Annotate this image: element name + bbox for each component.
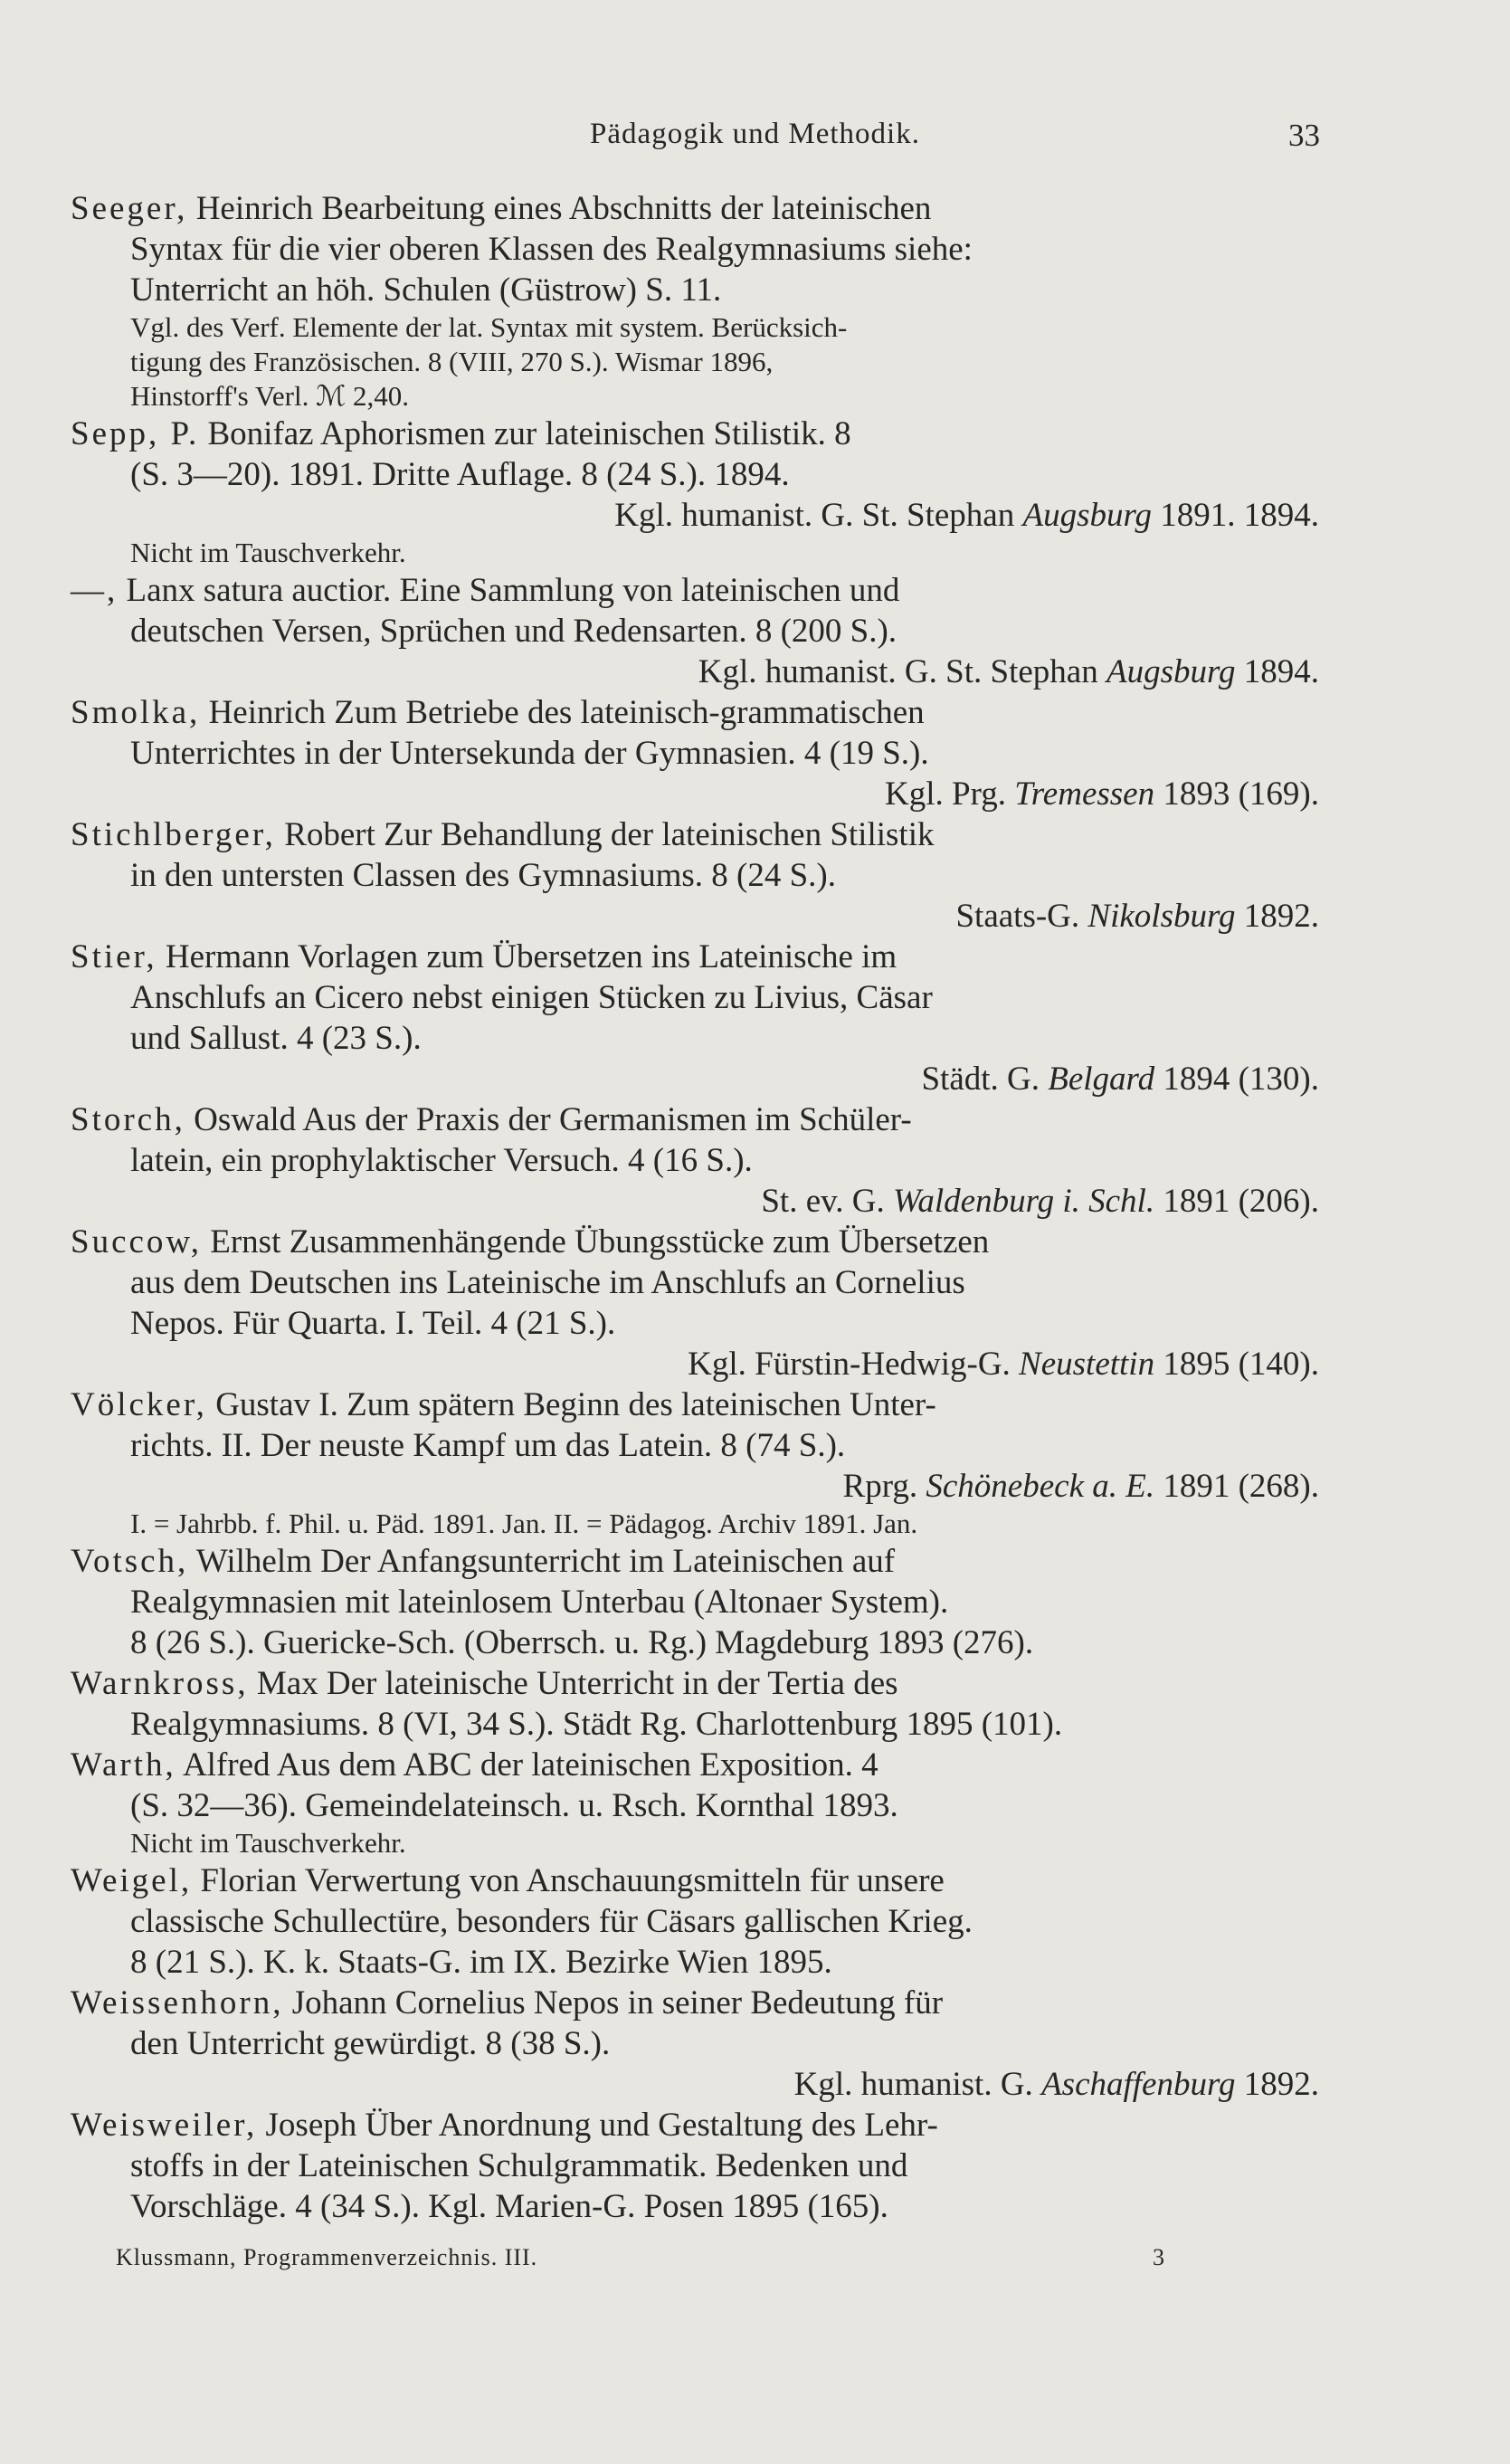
entry-year: 1891 (268).: [1154, 1468, 1319, 1505]
entry-year: 1894 (130).: [1154, 1061, 1319, 1098]
entry-city: Tremessen: [1014, 775, 1155, 813]
entry-school: Kgl. Fürstin-Hedwig-G.: [688, 1346, 1020, 1383]
entry-author: Weissenhorn,: [71, 1984, 284, 2022]
entry-line: stoffs in der Lateinischen Schulgrammatik. Bedenken und: [130, 2147, 908, 2184]
entry-line: [71, 692, 1319, 733]
page-title: Pädagogik und Methodik.: [590, 118, 920, 150]
bibliography-entry: [71, 2105, 1319, 2227]
entry-line: [71, 1222, 1319, 1262]
entry-given-name: Max: [256, 1665, 318, 1702]
entry-school: Kgl. humanist. G. St. Stephan: [614, 497, 1023, 534]
entry-given-name: Florian: [200, 1862, 298, 1899]
entry-given-name: Heinrich: [208, 694, 327, 731]
entry-school: Städt. G.: [921, 1061, 1049, 1098]
entry-year: 1892.: [1235, 898, 1319, 935]
entry-location: [71, 2064, 1319, 2105]
bibliography-entry: [71, 1384, 1319, 1541]
entry-line: richts. II. Der neuste Kampf um das Latein. 8 (74 S.).: [130, 1427, 846, 1464]
entry-year: 1891. 1894.: [1152, 497, 1319, 534]
entry-given-name: Heinrich: [195, 190, 314, 227]
entry-line: Syntax für die vier oberen Klassen des Realgymnasiums siehe:: [130, 231, 973, 268]
entry-author: —,: [71, 572, 119, 609]
entry-line: 8 (26 S.). Guericke-Sch. (Oberrsch. u. Rg.) Magdeburg 1893 (276).: [130, 1624, 1034, 1661]
entry-author: Warnkross,: [71, 1665, 249, 1702]
bibliography-entry: [71, 1541, 1319, 1663]
entry-author: Smolka,: [71, 694, 201, 731]
entry-line: den Unterricht gewürdigt. 8 (38 S.).: [130, 2025, 611, 2062]
bibliography-entry: [71, 1222, 1319, 1384]
entry-text: Aus dem ABC der lateinischen Exposition. 4: [276, 1746, 878, 1784]
bibliography-entry: [71, 414, 1319, 570]
entry-line: [71, 1983, 1319, 2023]
bibliography-entry: [71, 1860, 1319, 1983]
entry-line: Vorschläge. 4 (34 S.). Kgl. Marien-G. Posen 1895 (165).: [130, 2188, 888, 2225]
entry-text: Aus der Praxis der Germanismen im Schüler-: [302, 1101, 912, 1138]
entry-note: Hinstorff's Verl. ℳ 2,40.: [130, 380, 409, 412]
entry-line: [71, 2105, 1319, 2145]
entry-city: Aschaffenburg: [1041, 2066, 1236, 2103]
page-number: 33: [1288, 118, 1320, 153]
footer: [116, 2244, 1165, 2271]
entry-line: in den untersten Classen des Gymnasiums. 8 (24 S.).: [130, 857, 836, 894]
entry-given-name: Robert: [284, 816, 375, 853]
entry-line: Anschlufs an Cicero nebst einigen Stücken zu Livius, Cäsar: [130, 979, 933, 1016]
entry-year: 1895 (140).: [1154, 1346, 1319, 1383]
entry-school: Rprg.: [842, 1468, 926, 1505]
entry-line: und Sallust. 4 (23 S.).: [130, 1020, 422, 1057]
entry-city: Nikolsburg: [1087, 898, 1236, 935]
running-header: [0, 109, 1510, 163]
entry-text: Zusammenhängende Übungsstücke zum Übersetzen: [289, 1223, 990, 1261]
entry-line: classische Schullectüre, besonders für Cäsars gallischen Krieg.: [130, 1903, 973, 1940]
entry-city: Belgard: [1048, 1061, 1155, 1098]
entry-line: [71, 414, 1319, 454]
entry-given-name: Oswald: [194, 1101, 297, 1138]
entry-city: Neustettin: [1019, 1346, 1155, 1383]
entry-year: 1893 (169).: [1154, 775, 1319, 813]
bibliography-entry: [71, 570, 1319, 692]
entry-city: Schönebeck a. E.: [926, 1468, 1155, 1505]
entry-school: Staats-G.: [955, 898, 1088, 935]
entry-line: Unterricht an höh. Schulen (Güstrow) S. 11.: [130, 271, 722, 309]
entry-line: [71, 570, 1319, 611]
entry-author: Seeger,: [71, 190, 188, 227]
entry-text: Bearbeitung eines Abschnitts der lateinischen: [321, 190, 932, 227]
entry-line: [71, 937, 1319, 977]
entry-line: 8 (21 S.). K. k. Staats-G. im IX. Bezirke Wien 1895.: [130, 1944, 832, 1981]
entry-year: 1892.: [1235, 2066, 1319, 2103]
entry-location: [71, 1059, 1319, 1099]
entry-location: [71, 774, 1319, 814]
entry-text: Zum Betriebe des lateinisch-grammatischen: [334, 694, 925, 731]
entry-line: deutschen Versen, Sprüchen und Redensarten. 8 (200 S.).: [130, 613, 897, 650]
entry-line: [71, 1384, 1319, 1425]
bibliography-entry: [71, 814, 1319, 937]
entry-school: Kgl. humanist. G. St. Stephan: [698, 653, 1106, 690]
entry-year: 1894.: [1235, 653, 1319, 690]
entry-location: [71, 652, 1319, 692]
entry-text: Aphorismen zur lateinischen Stilistik. 8: [319, 415, 851, 452]
entry-text: Cornelius Nepos in seiner Bedeutung für: [394, 1984, 944, 2022]
bibliography-entry: [71, 188, 1319, 414]
entry-line: [71, 1663, 1319, 1704]
entry-text: Verwertung von Anschauungsmitteln für unsere: [304, 1862, 945, 1899]
entry-location: [71, 1466, 1319, 1507]
entry-line: (S. 3—20). 1891. Dritte Auflage. 8 (24 S.). 1894.: [130, 456, 790, 493]
entry-line: [71, 188, 1319, 229]
entry-line: Unterrichtes in der Untersekunda der Gymnasien. 4 (19 S.).: [130, 735, 929, 772]
entry-line: latein, ein prophylaktischer Versuch. 4 (16 S.).: [130, 1142, 753, 1179]
bibliography-list: [71, 188, 1319, 2227]
entry-text: Zur Behandlung der lateinischen Stilistik: [384, 816, 935, 853]
bibliography-entry: [71, 1983, 1319, 2105]
entry-given-name: Alfred: [182, 1746, 271, 1784]
entry-line: Realgymnasiums. 8 (VI, 34 S.). Städt Rg. Charlottenburg 1895 (101).: [130, 1706, 1063, 1743]
entry-author: Storch,: [71, 1101, 185, 1138]
entry-line: [71, 814, 1319, 855]
entry-author: Weigel,: [71, 1862, 193, 1899]
entry-location: [71, 1344, 1319, 1384]
entry-note: Vgl. des Verf. Elemente der lat. Syntax mit system. Berücksich-: [130, 311, 848, 343]
entry-school: Kgl. humanist. G.: [793, 2066, 1042, 2103]
entry-year: 1891 (206).: [1154, 1183, 1319, 1220]
entry-given-name: Bonifaz: [207, 415, 314, 452]
entry-line: Nepos. Für Quarta. I. Teil. 4 (21 S.).: [130, 1305, 616, 1342]
entry-city: Waldenburg i. Schl.: [892, 1183, 1155, 1220]
entry-text: Über Anordnung und Gestaltung des Lehr-: [365, 2107, 938, 2144]
entry-author: Succow,: [71, 1223, 202, 1261]
entry-note: tigung des Französischen. 8 (VIII, 270 S.). Wismar 1896,: [130, 346, 774, 377]
entry-line: (S. 32—36). Gemeindelateinsch. u. Rsch. Kornthal 1893.: [130, 1787, 898, 1824]
entry-line: [71, 1541, 1319, 1582]
entry-text: Vorlagen zum Übersetzen ins Lateinische im: [298, 938, 897, 975]
entry-line: aus dem Deutschen ins Lateinische im Anschlufs an Cornelius: [130, 1264, 965, 1301]
entry-school: St. ev. G.: [761, 1183, 893, 1220]
entry-location: [71, 896, 1319, 937]
entry-author: Weisweiler,: [71, 2107, 258, 2144]
entry-text: I. Zum spätern Beginn des lateinischen Unter-: [318, 1386, 936, 1423]
entry-given-name: Hermann: [165, 938, 290, 975]
entry-text: Der Anfangsunterricht im Lateinischen auf: [320, 1543, 896, 1580]
bibliography-entry: [71, 1099, 1319, 1222]
bibliography-entry: [71, 1745, 1319, 1860]
bibliography-entry: [71, 1663, 1319, 1745]
entry-note: I. = Jahrbb. f. Phil. u. Päd. 1891. Jan. II. = Pädagog. Archiv 1891. Jan.: [130, 1508, 918, 1539]
entry-location: [71, 1181, 1319, 1222]
entry-given-name: Johann: [291, 1984, 387, 2022]
entry-text: Lanx satura auctior. Eine Sammlung von lateinischen und: [126, 572, 900, 609]
entry-note: Nicht im Tauschverkehr.: [130, 1827, 406, 1859]
entry-note: Nicht im Tauschverkehr.: [130, 537, 406, 568]
bibliography-entry: [71, 937, 1319, 1099]
entry-line: [71, 1860, 1319, 1901]
entry-author: Votsch,: [71, 1543, 189, 1580]
entry-author: Stichlberger,: [71, 816, 276, 853]
entry-author: Völcker,: [71, 1386, 207, 1423]
bibliography-entry: [71, 692, 1319, 814]
entry-line: [71, 1745, 1319, 1785]
entry-author: Warth,: [71, 1746, 176, 1784]
entry-text: Der lateinische Unterricht in der Tertia des: [326, 1665, 898, 1702]
entry-given-name: Ernst: [210, 1223, 281, 1261]
entry-city: Augsburg: [1106, 653, 1236, 690]
entry-city: Augsburg: [1022, 497, 1152, 534]
entry-school: Kgl. Prg.: [885, 775, 1015, 813]
entry-given-name: Gustav: [215, 1386, 311, 1423]
footer-text: Klussmann, Programmenverzeichnis. III.: [116, 2244, 538, 2270]
entry-given-name: Joseph: [265, 2107, 357, 2144]
entry-location: [71, 495, 1319, 536]
entry-author: Stier,: [71, 938, 157, 975]
entry-author: Sepp, P.: [71, 415, 200, 452]
entry-line: Realgymnasien mit lateinlosem Unterbau (Altonaer System).: [130, 1584, 949, 1621]
entry-line: [71, 1099, 1319, 1140]
entry-given-name: Wilhelm: [195, 1543, 312, 1580]
signature-mark: 3: [1153, 2244, 1165, 2270]
